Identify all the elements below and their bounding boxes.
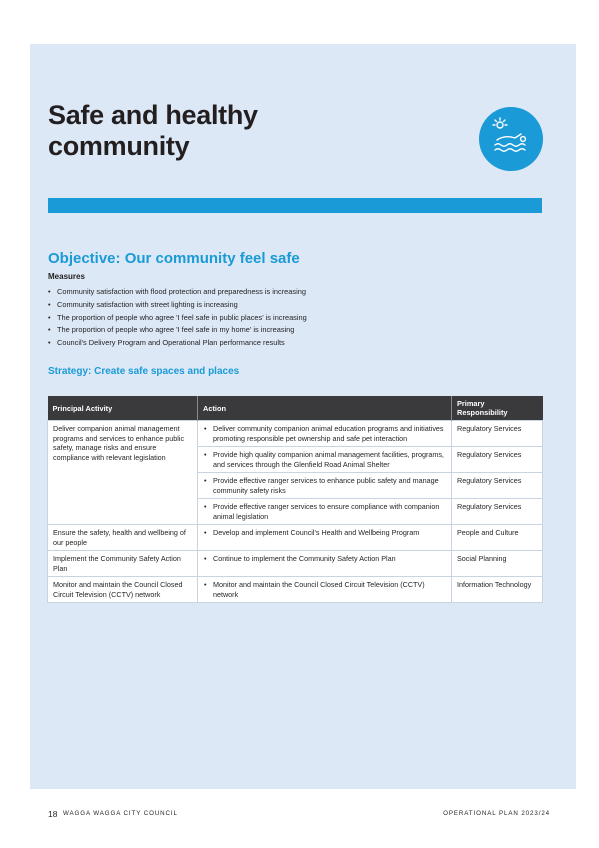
page-title-text: Safe and healthy community: [48, 100, 258, 161]
principal-activity-cell: Implement the Community Safety Action Plan: [48, 551, 198, 577]
table-row: [48, 551, 543, 577]
page-number: 18: [48, 809, 58, 819]
action-text: • Monitor and maintain the Council Closed Circuit Television (CCTV) network: [203, 580, 446, 599]
measures-heading: Measures: [48, 272, 85, 281]
action-cell: [198, 577, 452, 603]
column-header-action: Action: [198, 396, 452, 421]
responsibility-cell: Regulatory Services: [452, 421, 543, 447]
measure-item: • The proportion of people who agree 'I feel safe in my home' is increasing: [48, 324, 307, 337]
objective-heading: Objective: Our community feel safe: [48, 250, 300, 267]
strategy-heading: Strategy: Create safe spaces and places: [48, 366, 240, 377]
council-name: WAGGA WAGGA CITY COUNCIL: [63, 810, 178, 817]
measures-list: [48, 286, 307, 350]
responsibility-cell: Regulatory Services: [452, 447, 543, 473]
table-row: [48, 421, 543, 447]
responsibility-cell: Regulatory Services: [452, 473, 543, 499]
responsibility-cell: Information Technology: [452, 577, 543, 603]
responsibility-cell: People and Culture: [452, 525, 543, 551]
page-title: [48, 100, 288, 162]
measure-item: • Community satisfaction with street lighting is increasing: [48, 299, 307, 312]
measure-item: • Council's Delivery Program and Operational Plan performance results: [48, 337, 307, 350]
principal-activity-cell: Deliver companion animal management programs and services to enhance public safety, manage risks and ensure compliance with relevant legislation: [48, 421, 198, 525]
column-header-principal: Principal Activity: [48, 396, 198, 421]
table-row: [48, 525, 543, 551]
table-header-row: [48, 396, 543, 421]
action-text: • Develop and implement Council's Health and Wellbeing Program: [203, 528, 446, 538]
action-text: • Provide high quality companion animal management facilities, programs, and services through the Glenfield Road Animal Shelter: [203, 450, 446, 469]
action-cell: [198, 499, 452, 525]
measure-item: • Community satisfaction with flood protection and preparedness is increasing: [48, 286, 307, 299]
action-text: • Provide effective ranger services to ensure compliance with companion animal legislation: [203, 502, 446, 521]
action-cell: [198, 421, 452, 447]
swimmer-sun-icon: [479, 107, 543, 171]
action-text: • Provide effective ranger services to enhance public safety and manage community safety risks: [203, 476, 446, 495]
action-cell: [198, 551, 452, 577]
action-text: • Deliver community companion animal education programs and initiatives promoting responsible pet ownership and safe pet interaction: [203, 424, 446, 443]
action-cell: [198, 525, 452, 551]
measure-item: • The proportion of people who agree 'I feel safe in public places' is increasing: [48, 312, 307, 325]
action-cell: [198, 473, 452, 499]
action-cell: [198, 447, 452, 473]
section-accent-bar: [48, 198, 542, 213]
activities-table: [47, 396, 543, 603]
action-text: • Continue to implement the Community Safety Action Plan: [203, 554, 446, 564]
plan-name: OPERATIONAL PLAN 2023/24: [443, 810, 550, 817]
table-row: [48, 577, 543, 603]
responsibility-cell: Social Planning: [452, 551, 543, 577]
principal-activity-cell: Monitor and maintain the Council Closed Circuit Television (CCTV) network: [48, 577, 198, 603]
responsibility-cell: Regulatory Services: [452, 499, 543, 525]
column-header-responsibility: Primary Responsibility: [452, 396, 543, 421]
principal-activity-cell: Ensure the safety, health and wellbeing of our people: [48, 525, 198, 551]
